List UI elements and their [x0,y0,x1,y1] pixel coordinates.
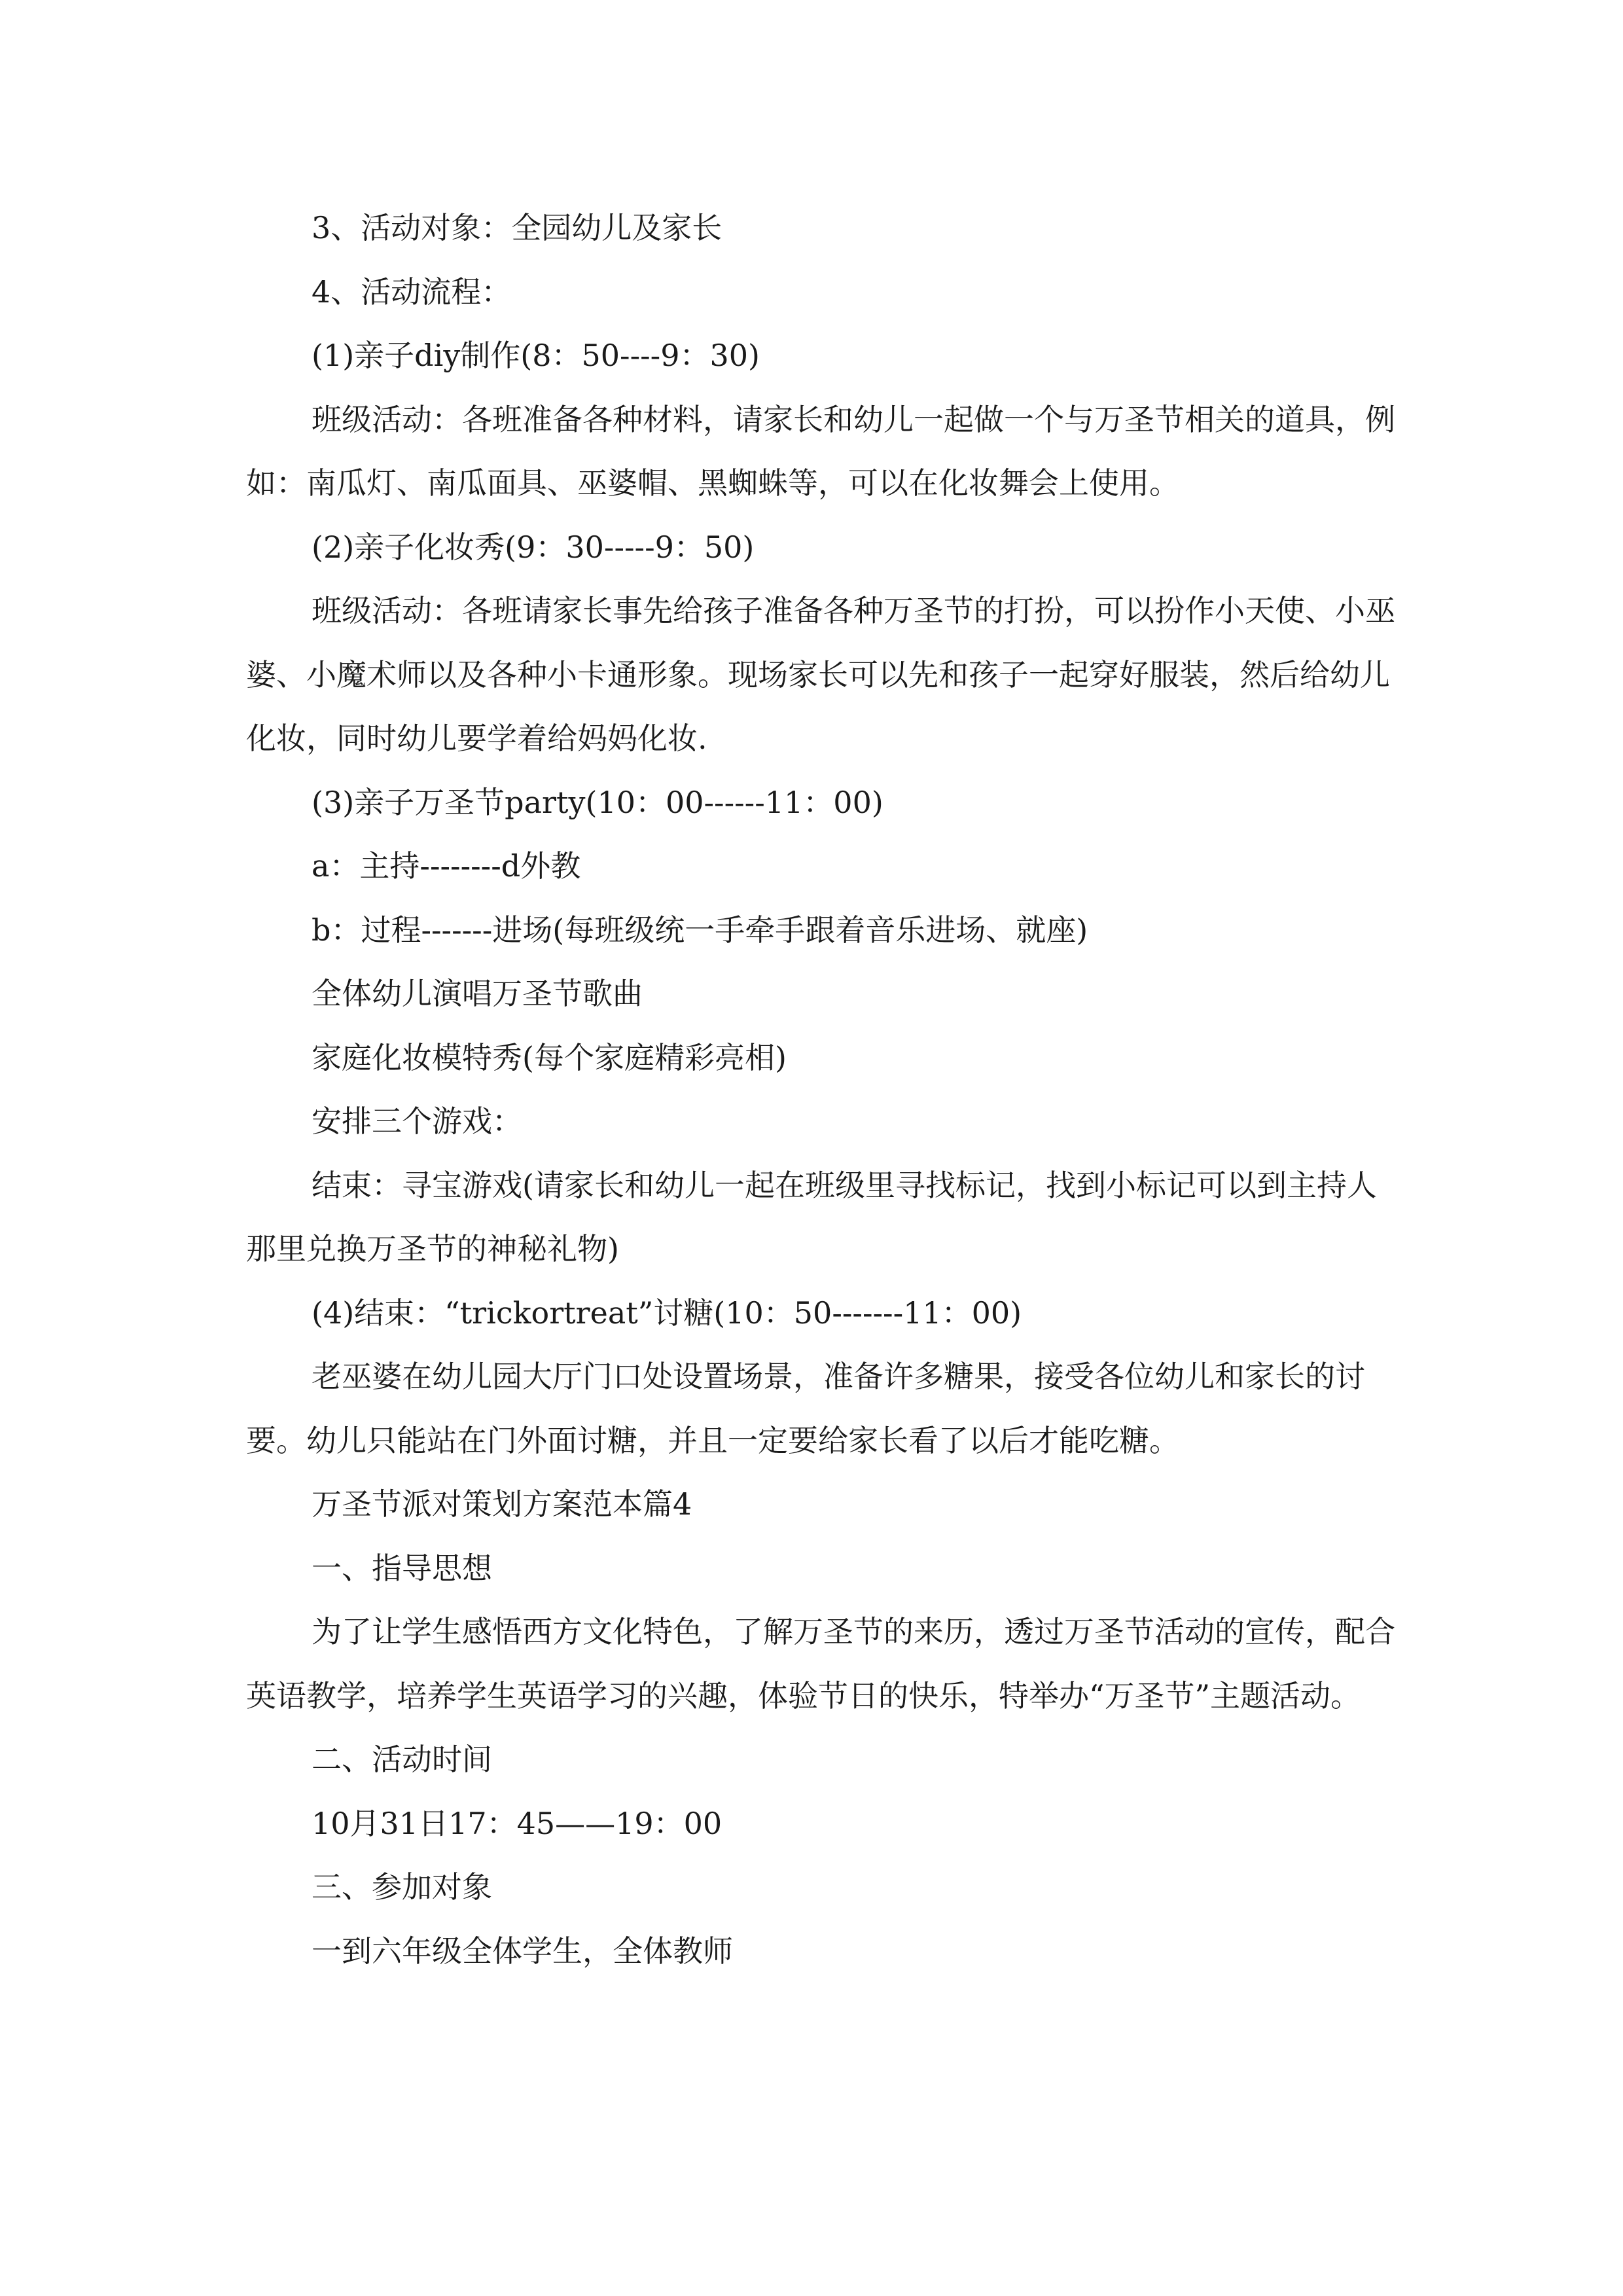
paragraph-trick-or-treat-body: 老巫婆在幼儿园大厅门口处设置场景，准备许多糖果，接受各位幼儿和家长的讨要。幼儿只能站在门外面讨糖，并且一定要给家长看了以后才能吃糖。 [246,1359,1365,1458]
paragraph-diy-heading: (1)亲子diy制作(8：50----9：30) [312,338,760,373]
paragraph-trick-or-treat-heading: (4)结束：“trickortreat”讨糖(10：50-------11：00) [312,1295,1022,1331]
paragraph-song: 全体幼儿演唱万圣节歌曲 [312,976,643,1011]
paragraph-diy-body: 班级活动：各班准备各种材料，请家长和幼儿一起做一个与万圣节相关的道具，例如：南瓜灯、南瓜面具、巫婆帽、黑蜘蛛等，可以在化妆舞会上使用。 [246,401,1395,501]
paragraph-section-title: 万圣节派对策划方案范本篇4 [312,1486,692,1522]
paragraph-model-show: 家庭化妆模特秀(每个家庭精彩亮相) [312,1039,787,1075]
paragraph-party-heading: (3)亲子万圣节party(10：00------11：00) [312,784,883,820]
paragraph-guiding-thought-heading: 一、指导思想 [312,1550,492,1586]
document-body [246,196,1404,1983]
paragraph-makeup-body: 班级活动：各班请家长事先给孩子准备各种万圣节的打扮，可以扮作小天使、小巫婆、小魔术师以及各种小卡通形象。现场家长可以先和孩子一起穿好服装，然后给幼儿化妆，同时幼儿要学着给妈妈化妆. [246,593,1395,756]
paragraph-activity-time-heading: 二、活动时间 [312,1742,492,1777]
paragraph-games: 安排三个游戏： [312,1103,522,1139]
paragraph-participants-heading: 三、参加对象 [312,1869,492,1905]
paragraph-guiding-thought-body: 为了让学生感悟西方文化特色，了解万圣节的来历，透过万圣节活动的宣传，配合英语教学，培养学生英语学习的兴趣，体验节日的快乐，特举办“万圣节”主题活动。 [246,1614,1395,1713]
paragraph-participants: 一到六年级全体学生，全体教师 [312,1933,733,1969]
paragraph-makeup-heading: (2)亲子化妆秀(9：30-----9：50) [312,529,755,565]
paragraph-activity-process: 4、活动流程： [312,274,512,310]
paragraph-activity-time: 10月31日17：45——19：00 [312,1805,722,1841]
paragraph-process: b：过程-------进场(每班级统一手牵手跟着音乐进场、就座) [312,912,1088,948]
paragraph-host: a：主持--------d外教 [312,848,581,884]
paragraph-activity-target: 3、活动对象：全园幼儿及家长 [312,210,722,245]
paragraph-treasure-hunt: 结束：寻宝游戏(请家长和幼儿一起在班级里寻找标记，找到小标记可以到主持人那里兑换万圣节的神秘礼物) [246,1167,1377,1266]
